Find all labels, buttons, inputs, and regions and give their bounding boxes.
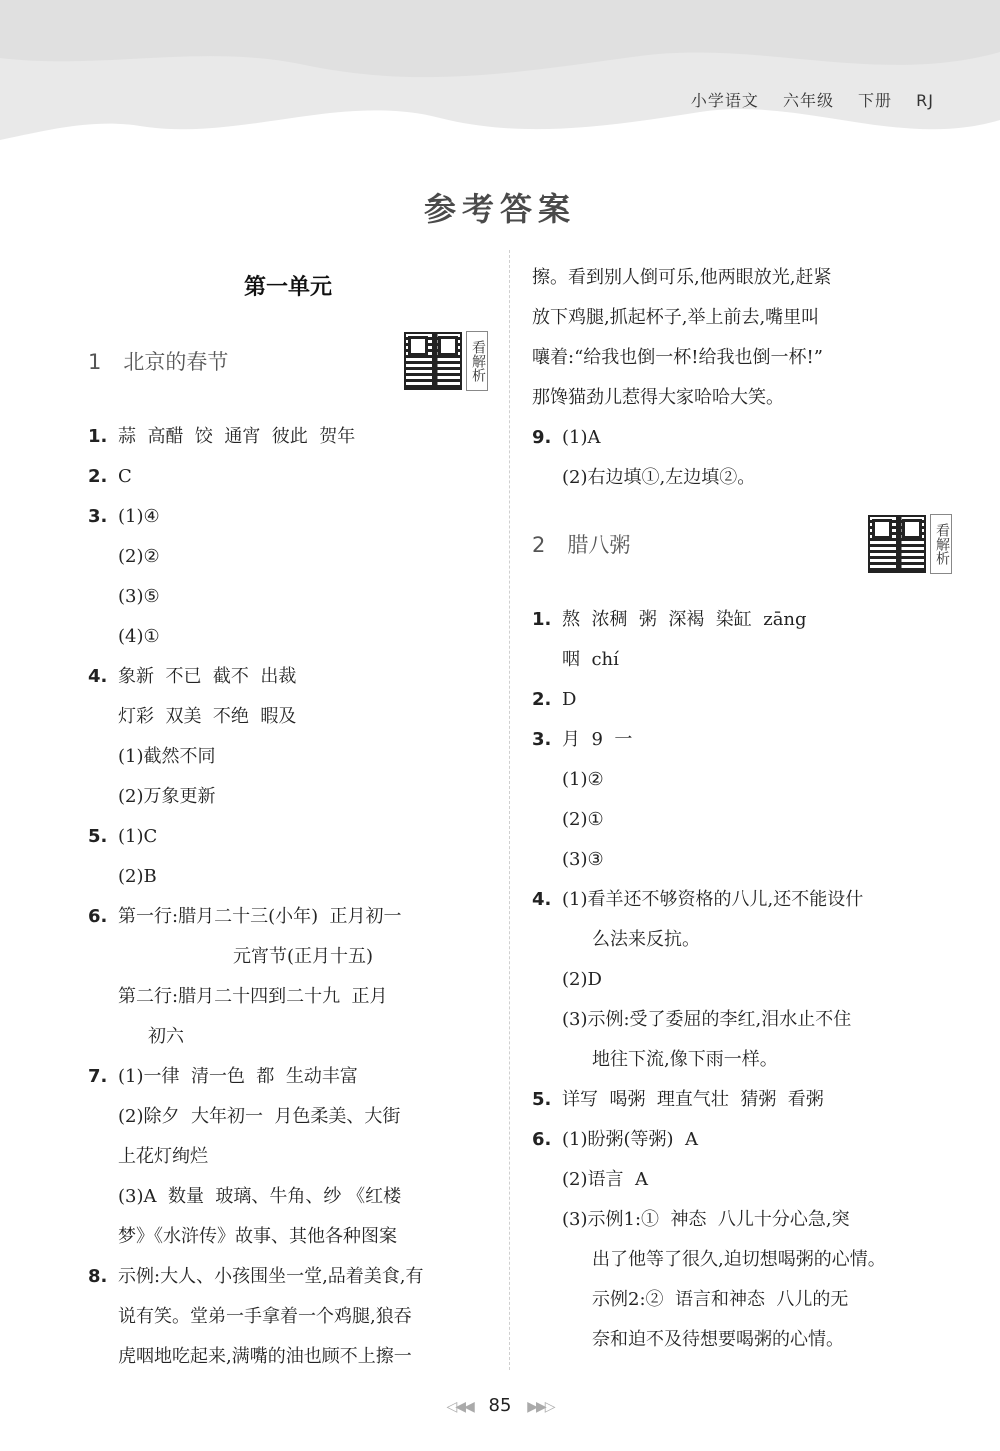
answer-line: (2)除夕 大年初一 月色柔美、大街: [118, 1106, 401, 1127]
answer-line: 灯彩 双美 不绝 暇及: [118, 706, 297, 727]
item-number: 1.: [532, 609, 552, 630]
answer-line: (3)示例:受了委屈的李红,泪水止不住: [562, 1009, 852, 1030]
answer-line: (1)②: [562, 769, 604, 790]
answer-line: (1)看羊还不够资格的八儿,还不能设什: [562, 889, 864, 910]
item-number: 5.: [532, 1089, 552, 1110]
answer-line: (1)截然不同: [118, 746, 216, 767]
header-grade: 六年级: [782, 91, 834, 110]
answer-line: 示例:大人、小孩围坐一堂,品着美食,有: [118, 1266, 424, 1287]
answer-line: (1)C: [118, 826, 158, 847]
answer-line: (3)示例1:① 神态 八儿十分心急,突: [562, 1209, 850, 1230]
qr-code-icon: [868, 515, 926, 573]
answer-line: (2)D: [562, 969, 602, 990]
answer-line: (2)语言 A: [562, 1169, 648, 1190]
header-edition: RJ: [916, 91, 934, 110]
answer-item: [532, 1080, 952, 1120]
header-book-info: [673, 88, 934, 111]
answer-line: 月 9 一: [562, 729, 633, 750]
lesson-name: 北京的春节: [123, 350, 229, 374]
answer-line: 放下鸡腿,抓起杯子,举上前去,嘴里叫: [532, 307, 820, 328]
answer-line: 咽 chí: [562, 649, 619, 670]
answer-line: 示例2:② 语言和神态 八儿的无: [592, 1289, 849, 1310]
qr-code-link[interactable]: [868, 514, 952, 574]
answer-item: [88, 657, 488, 817]
item-number: 3.: [532, 729, 552, 750]
answer-line: (2)②: [118, 546, 160, 567]
qr-label: 看解析: [466, 331, 488, 391]
answer-line: 详写 喝粥 理直气壮 猜粥 看粥: [562, 1089, 824, 1110]
answer-line: 熬 浓稠 粥 深褐 染缸 zāng: [562, 609, 807, 630]
lesson-number: 1: [88, 350, 102, 374]
item-number: 5.: [88, 826, 108, 847]
answer-line: (1)盼粥(等粥) A: [562, 1129, 698, 1150]
answer-item: [88, 897, 488, 1057]
answer-item: [532, 600, 952, 680]
answer-line: 奈和迫不及待想要喝粥的心情。: [592, 1329, 844, 1350]
answer-line: 梦》《水浒传》故事、其他各种图案: [118, 1226, 397, 1247]
answer-line: 元宵节(正月十五): [232, 946, 374, 967]
item-number: 7.: [88, 1066, 108, 1087]
answer-item: [532, 418, 952, 498]
answer-line: D: [562, 689, 577, 710]
answer-line: 出了他等了很久,迫切想喝粥的心情。: [592, 1249, 886, 1270]
item-number: 2.: [532, 689, 552, 710]
answer-line: 说有笑。堂弟一手拿着一个鸡腿,狼吞: [118, 1306, 412, 1327]
answer-line: (2)万象更新: [118, 786, 216, 807]
answer-line: 虎咽地吃起来,满嘴的油也顾不上擦一: [118, 1346, 412, 1367]
answer-line: (2)右边填①,左边填②。: [562, 467, 756, 488]
answer-line: 地往下流,像下雨一样。: [592, 1049, 778, 1070]
answer-line: (2)B: [118, 866, 157, 887]
answer-line: (3)③: [562, 849, 604, 870]
answer-continuation: [532, 258, 952, 418]
answer-line: 那馋猫劲儿惹得大家哈哈大笑。: [532, 387, 784, 408]
answer-item: [88, 497, 488, 657]
answer-line: 么法来反抗。: [592, 929, 700, 950]
lesson-number: 2: [532, 533, 546, 557]
item-number: 8.: [88, 1266, 108, 1287]
item-number: 3.: [88, 506, 108, 527]
next-arrows-icon: ▶▶▷: [527, 1399, 554, 1415]
item-number: 6.: [88, 906, 108, 927]
lesson-header-2: [532, 508, 952, 580]
answer-line: 上花灯绚烂: [118, 1146, 208, 1167]
unit-title: 第一单元: [243, 275, 332, 300]
item-number: 4.: [88, 666, 108, 687]
answer-item: [88, 1057, 488, 1257]
answer-line: 嚷着:“给我也倒一杯!给我也倒一杯!”: [532, 347, 823, 368]
item-number: 1.: [88, 426, 108, 447]
right-column: [532, 258, 952, 1360]
item-number: 2.: [88, 466, 108, 487]
qr-code-icon: [404, 332, 462, 390]
answer-item: [532, 680, 952, 720]
answer-line: (4)①: [118, 626, 160, 647]
left-column: [88, 258, 488, 1377]
answer-line: (1)A: [562, 427, 601, 448]
answer-item: [88, 817, 488, 897]
qr-code-link[interactable]: [404, 331, 488, 391]
lesson-header-1: [88, 325, 488, 397]
answer-item: [88, 417, 488, 457]
page-number: 85: [488, 1395, 512, 1416]
qr-label: 看解析: [930, 514, 952, 574]
page-title: 参考答案: [423, 190, 576, 228]
answer-line: 第一行:腊月二十三(小年) 正月初一: [118, 906, 402, 927]
answer-line: 第二行:腊月二十四到二十九 正月: [118, 986, 388, 1007]
item-number: 6.: [532, 1129, 552, 1150]
answer-item: [88, 457, 488, 497]
column-divider: [509, 250, 511, 1370]
answer-line: (1)④: [118, 506, 160, 527]
header-band: [0, 0, 1000, 150]
answer-item: [532, 1120, 952, 1360]
answer-line: (2)①: [562, 809, 604, 830]
answer-line: 初六: [148, 1026, 184, 1047]
header-subject: 小学语文: [690, 91, 759, 110]
answer-line: C: [118, 466, 132, 487]
lesson-title: [532, 529, 630, 559]
lesson-name: 腊八粥: [567, 533, 631, 557]
answer-item: [532, 880, 952, 1080]
lesson-title: [88, 346, 228, 376]
answer-line: 蒜 高醋 饺 通宵 彼此 贺年: [118, 426, 356, 447]
item-number: 9.: [532, 427, 552, 448]
answer-item: [532, 720, 952, 880]
answer-line: (3)A 数量 玻璃、牛角、纱 《红楼: [118, 1186, 402, 1207]
answer-line: (3)⑤: [118, 586, 160, 607]
item-number: 4.: [532, 889, 552, 910]
answer-line: 擦。看到别人倒可乐,他两眼放光,赶紧: [532, 267, 832, 288]
answer-item: [88, 1257, 488, 1377]
answer-line: 象新 不已 截不 出裁: [118, 666, 297, 687]
prev-arrows-icon: ◁◀◀: [446, 1399, 473, 1415]
answer-line: (1)一律 清一色 都 生动丰富: [118, 1066, 358, 1087]
page-number-bar: [0, 1395, 1000, 1416]
header-volume: 下册: [858, 91, 893, 110]
